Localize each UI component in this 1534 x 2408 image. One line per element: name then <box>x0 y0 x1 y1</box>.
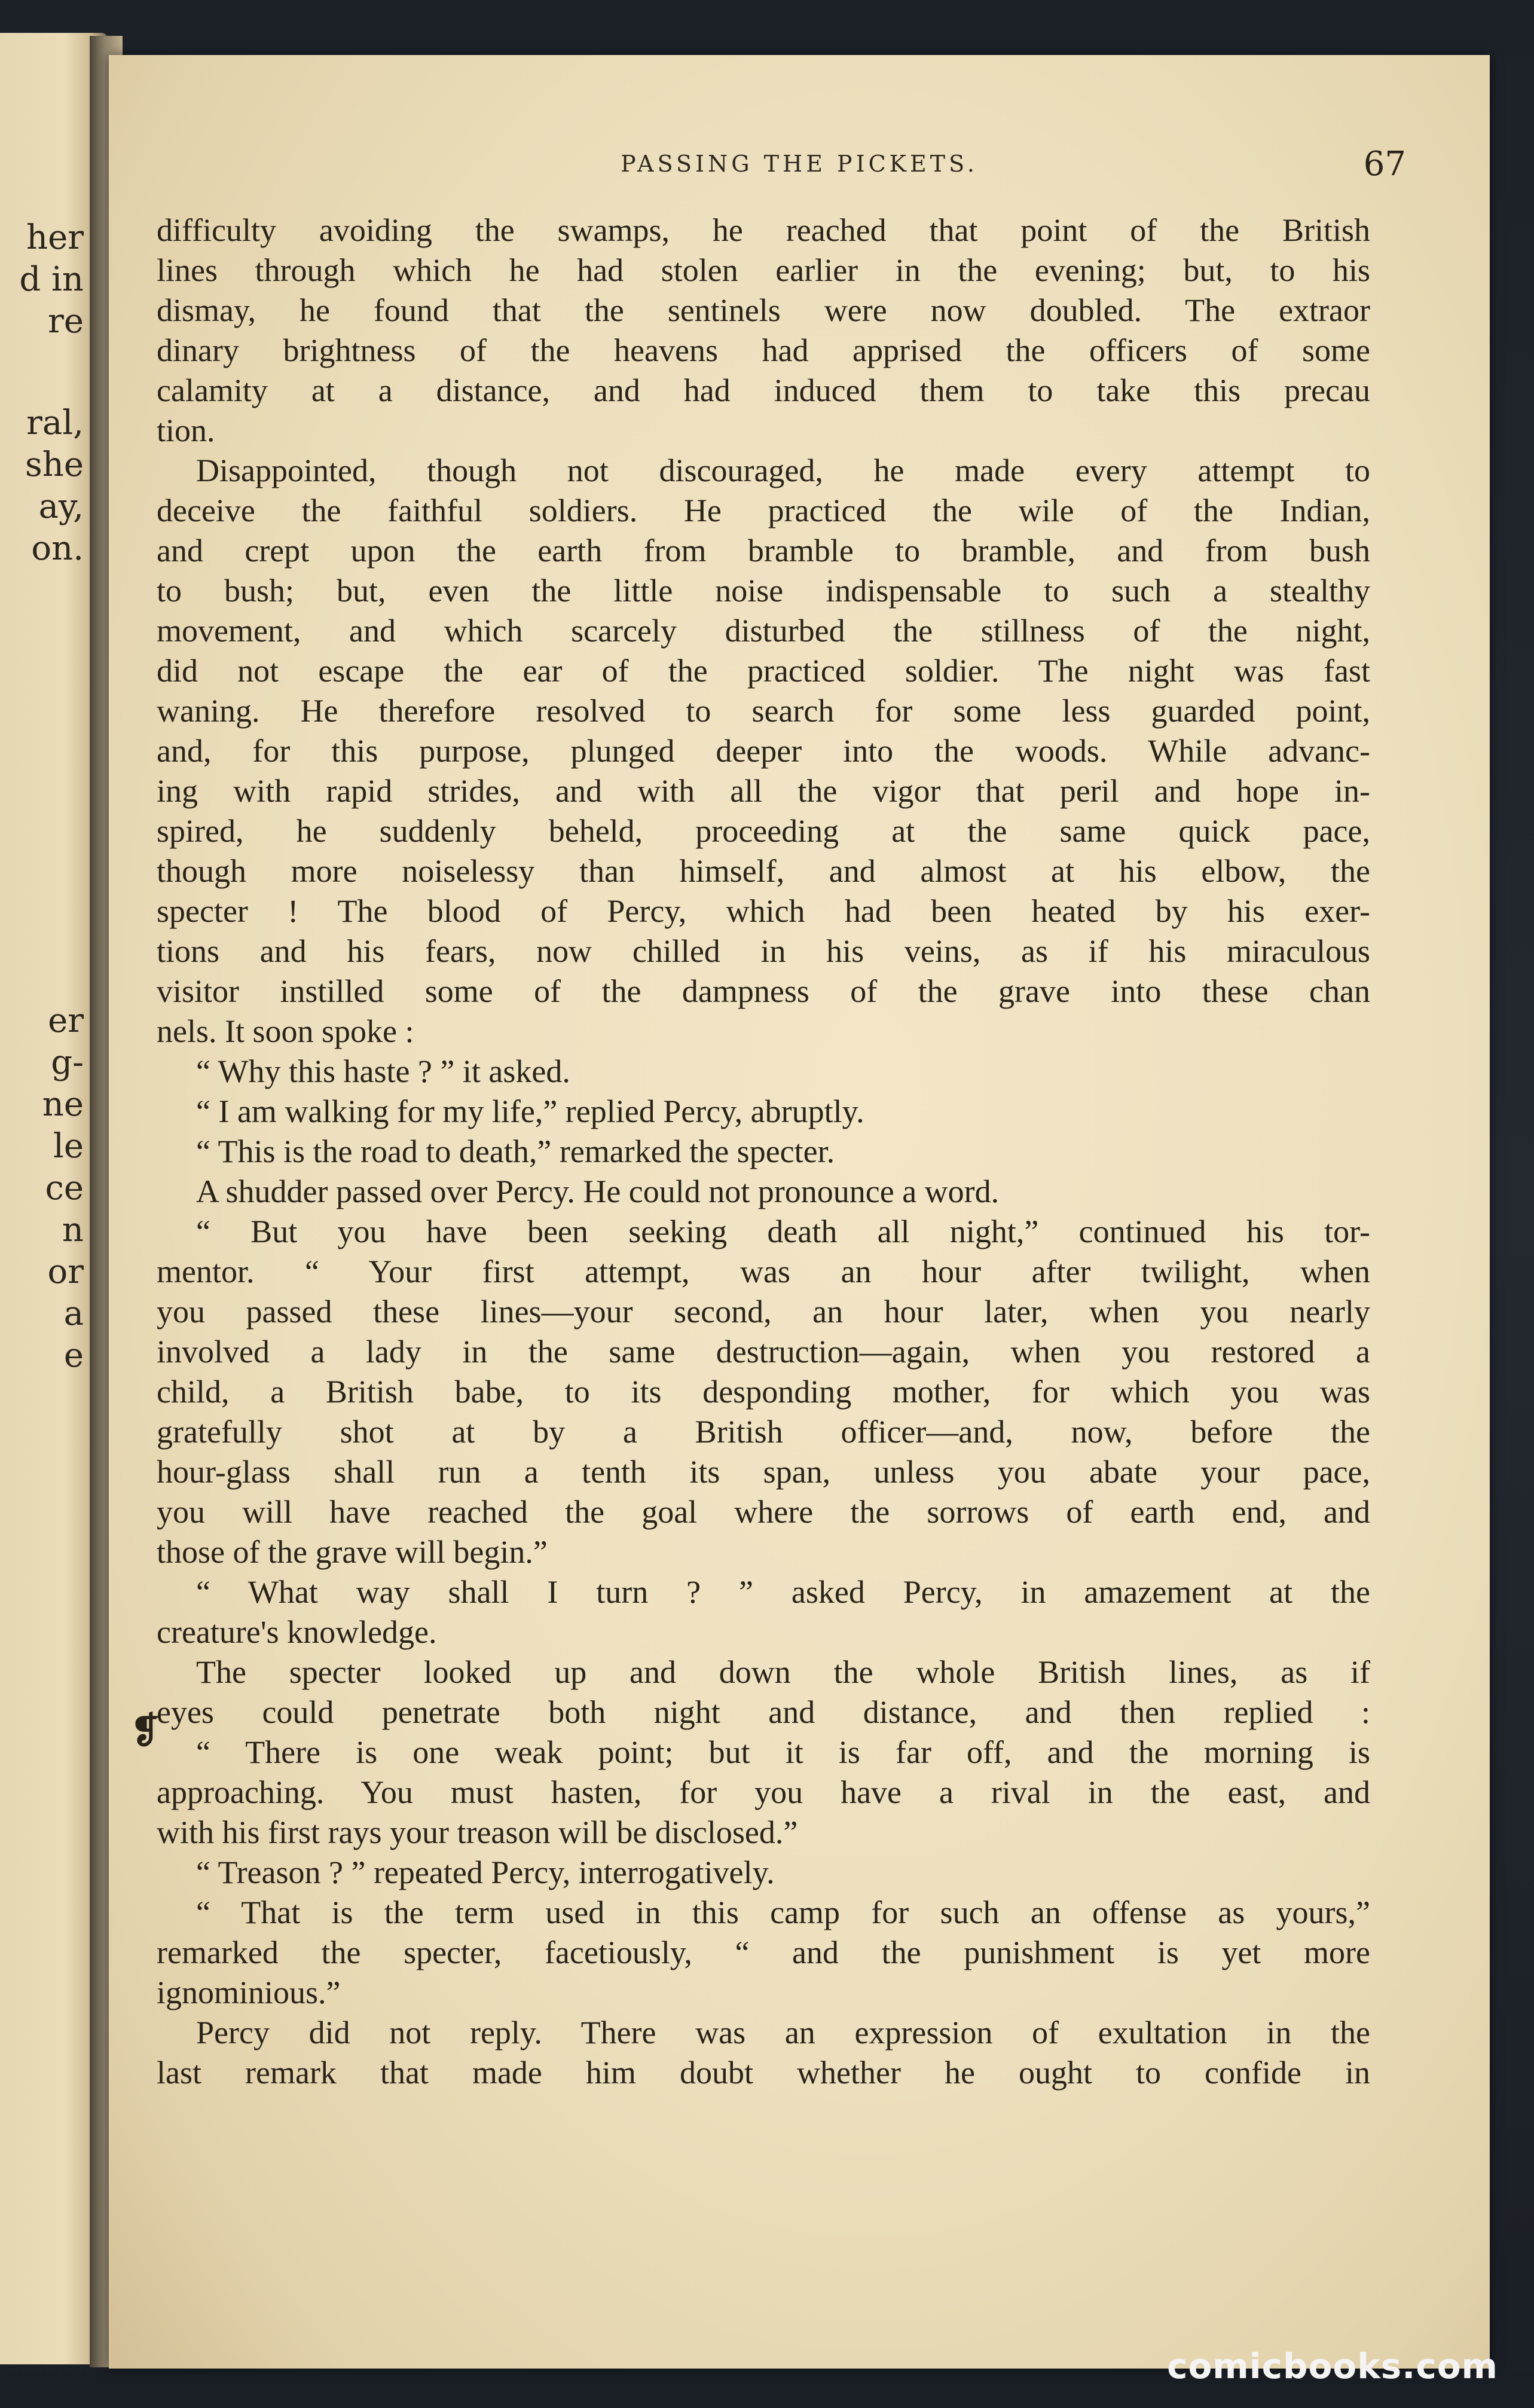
text-line: and, for this purpose, plunged deeper into the woods. While advanc- <box>157 733 1370 769</box>
previous-page-fragment: a <box>63 1294 84 1333</box>
text-line: specter ! The blood of Percy, which had been heated by his exer- <box>157 893 1370 929</box>
text-line: though more noiselessy than himself, and almost at his elbow, the <box>157 853 1370 889</box>
text-line: creature's knowledge. <box>157 1614 437 1650</box>
previous-page-fragment: she <box>25 445 84 484</box>
previous-page-fragment: her <box>26 218 84 257</box>
text-line: dismay, he found that the sentinels were now doubled. The extraor <box>157 292 1370 328</box>
text-line: with his first rays your treason will be disclosed.” <box>157 1814 798 1850</box>
text-line: “ Why this haste ? ” it asked. <box>196 1053 570 1089</box>
text-line: eyes could penetrate both night and distance, and then replied : <box>157 1694 1370 1730</box>
text-line: you will have reached the goal where the sorrows of earth end, and <box>157 1494 1370 1530</box>
text-line: “ This is the road to death,” remarked the specter. <box>196 1133 835 1169</box>
text-line: movement, and which scarcely disturbed the stillness of the night, <box>157 613 1370 649</box>
previous-page-fragment: ce <box>45 1169 84 1208</box>
previous-page-fragment: le <box>53 1127 84 1166</box>
text-line: remarked the specter, facetiously, “ and the punishment is yet more <box>157 1935 1370 1970</box>
page-header <box>109 145 1490 192</box>
text-line: ing with rapid strides, and with all the vigor that peril and hope in- <box>157 773 1370 809</box>
text-line: Disappointed, though not discouraged, he made every attempt to <box>196 453 1370 488</box>
text-line: lines through which he had stolen earlier in the evening; but, to his <box>157 252 1370 288</box>
text-line: “ That is the term used in this camp for such an offense as yours,” <box>196 1894 1370 1930</box>
text-line: those of the grave will begin.” <box>157 1534 548 1570</box>
text-line: last remark that made him doubt whether he ought to confide in <box>157 2055 1370 2091</box>
running-head: PASSING THE PICKETS. <box>621 151 978 177</box>
text-line: mentor. “ Your first attempt, was an hour after twilight, when <box>157 1254 1370 1289</box>
text-line: visitor instilled some of the dampness of the grave into these chan <box>157 973 1370 1009</box>
text-line: tions and his fears, now chilled in his veins, as if his miraculous <box>157 933 1370 969</box>
text-line: spired, he suddenly beheld, proceeding at the same quick pace, <box>157 813 1370 849</box>
previous-page-fragment: e <box>63 1336 84 1375</box>
text-line: “ What way shall I turn ? ” asked Percy, in amazement at the <box>196 1574 1370 1610</box>
text-line: and crept upon the earth from bramble to bramble, and from bush <box>157 533 1370 569</box>
text-line: did not escape the ear of the practiced soldier. The night was fast <box>157 653 1370 689</box>
text-line: “ There is one weak point; but it is far off, and the morning is <box>196 1734 1370 1770</box>
previous-page-fragment: or <box>47 1252 84 1291</box>
previous-page-fragment: ay, <box>38 487 84 526</box>
body-text <box>157 210 1370 2093</box>
text-line: dinary brightness of the heavens had apprised the officers of some <box>157 332 1370 368</box>
text-line: deceive the faithful soldiers. He practiced the wile of the Indian, <box>157 493 1370 528</box>
previous-page-text-fragments <box>0 33 84 2364</box>
text-line: tion. <box>157 412 215 448</box>
text-line: Percy did not reply. There was an expression of exultation in the <box>196 2015 1370 2051</box>
text-line: The specter looked up and down the whole British lines, as if <box>196 1654 1370 1690</box>
previous-page-fragment: er <box>48 1001 84 1040</box>
text-line: involved a lady in the same destruction—again, when you restored a <box>157 1334 1370 1370</box>
text-line: you passed these lines—your second, an hour later, when you nearly <box>157 1294 1370 1330</box>
text-line: waning. He therefore resolved to search for some less guarded point, <box>157 693 1370 729</box>
previous-page-fragment: n <box>62 1211 84 1249</box>
text-line: child, a British babe, to its desponding mother, for which you was <box>157 1374 1370 1410</box>
previous-page-fragment: ne <box>42 1085 84 1124</box>
text-line: difficulty avoiding the swamps, he reached that point of the British <box>157 212 1370 248</box>
text-line: “ But you have been seeking death all night,” continued his tor- <box>196 1214 1370 1249</box>
book-page <box>109 55 1490 2369</box>
text-line: approaching. You must hasten, for you have a rival in the east, and <box>157 1774 1370 1810</box>
text-line: “ I am walking for my life,” replied Percy, abruptly. <box>196 1093 864 1129</box>
text-line: to bush; but, even the little noise indispensable to such a stealthy <box>157 573 1370 609</box>
previous-page-fragment: ral, <box>26 404 84 442</box>
text-line: gratefully shot at by a British officer—and, now, before the <box>157 1414 1370 1450</box>
text-line: calamity at a distance, and had induced them to take this precau <box>157 372 1370 408</box>
text-line: A shudder passed over Percy. He could not pronounce a word. <box>196 1174 1000 1209</box>
margin-pointing-mark: ❡ <box>130 1710 161 1752</box>
text-line: ignominious.” <box>157 1975 341 2010</box>
previous-page-fragment: g- <box>51 1043 84 1082</box>
previous-page-fragment: on. <box>31 529 84 568</box>
previous-page-fragment: re <box>48 302 84 341</box>
watermark: comicbooks.com <box>1167 2346 1498 2386</box>
text-line: “ Treason ? ” repeated Percy, interrogatively. <box>196 1854 775 1890</box>
page-number: 67 <box>1363 145 1406 184</box>
text-line: nels. It soon spoke : <box>157 1013 414 1049</box>
text-line: hour-glass shall run a tenth its span, unless you abate your pace, <box>157 1454 1370 1490</box>
previous-page-fragment: d in <box>19 260 84 299</box>
